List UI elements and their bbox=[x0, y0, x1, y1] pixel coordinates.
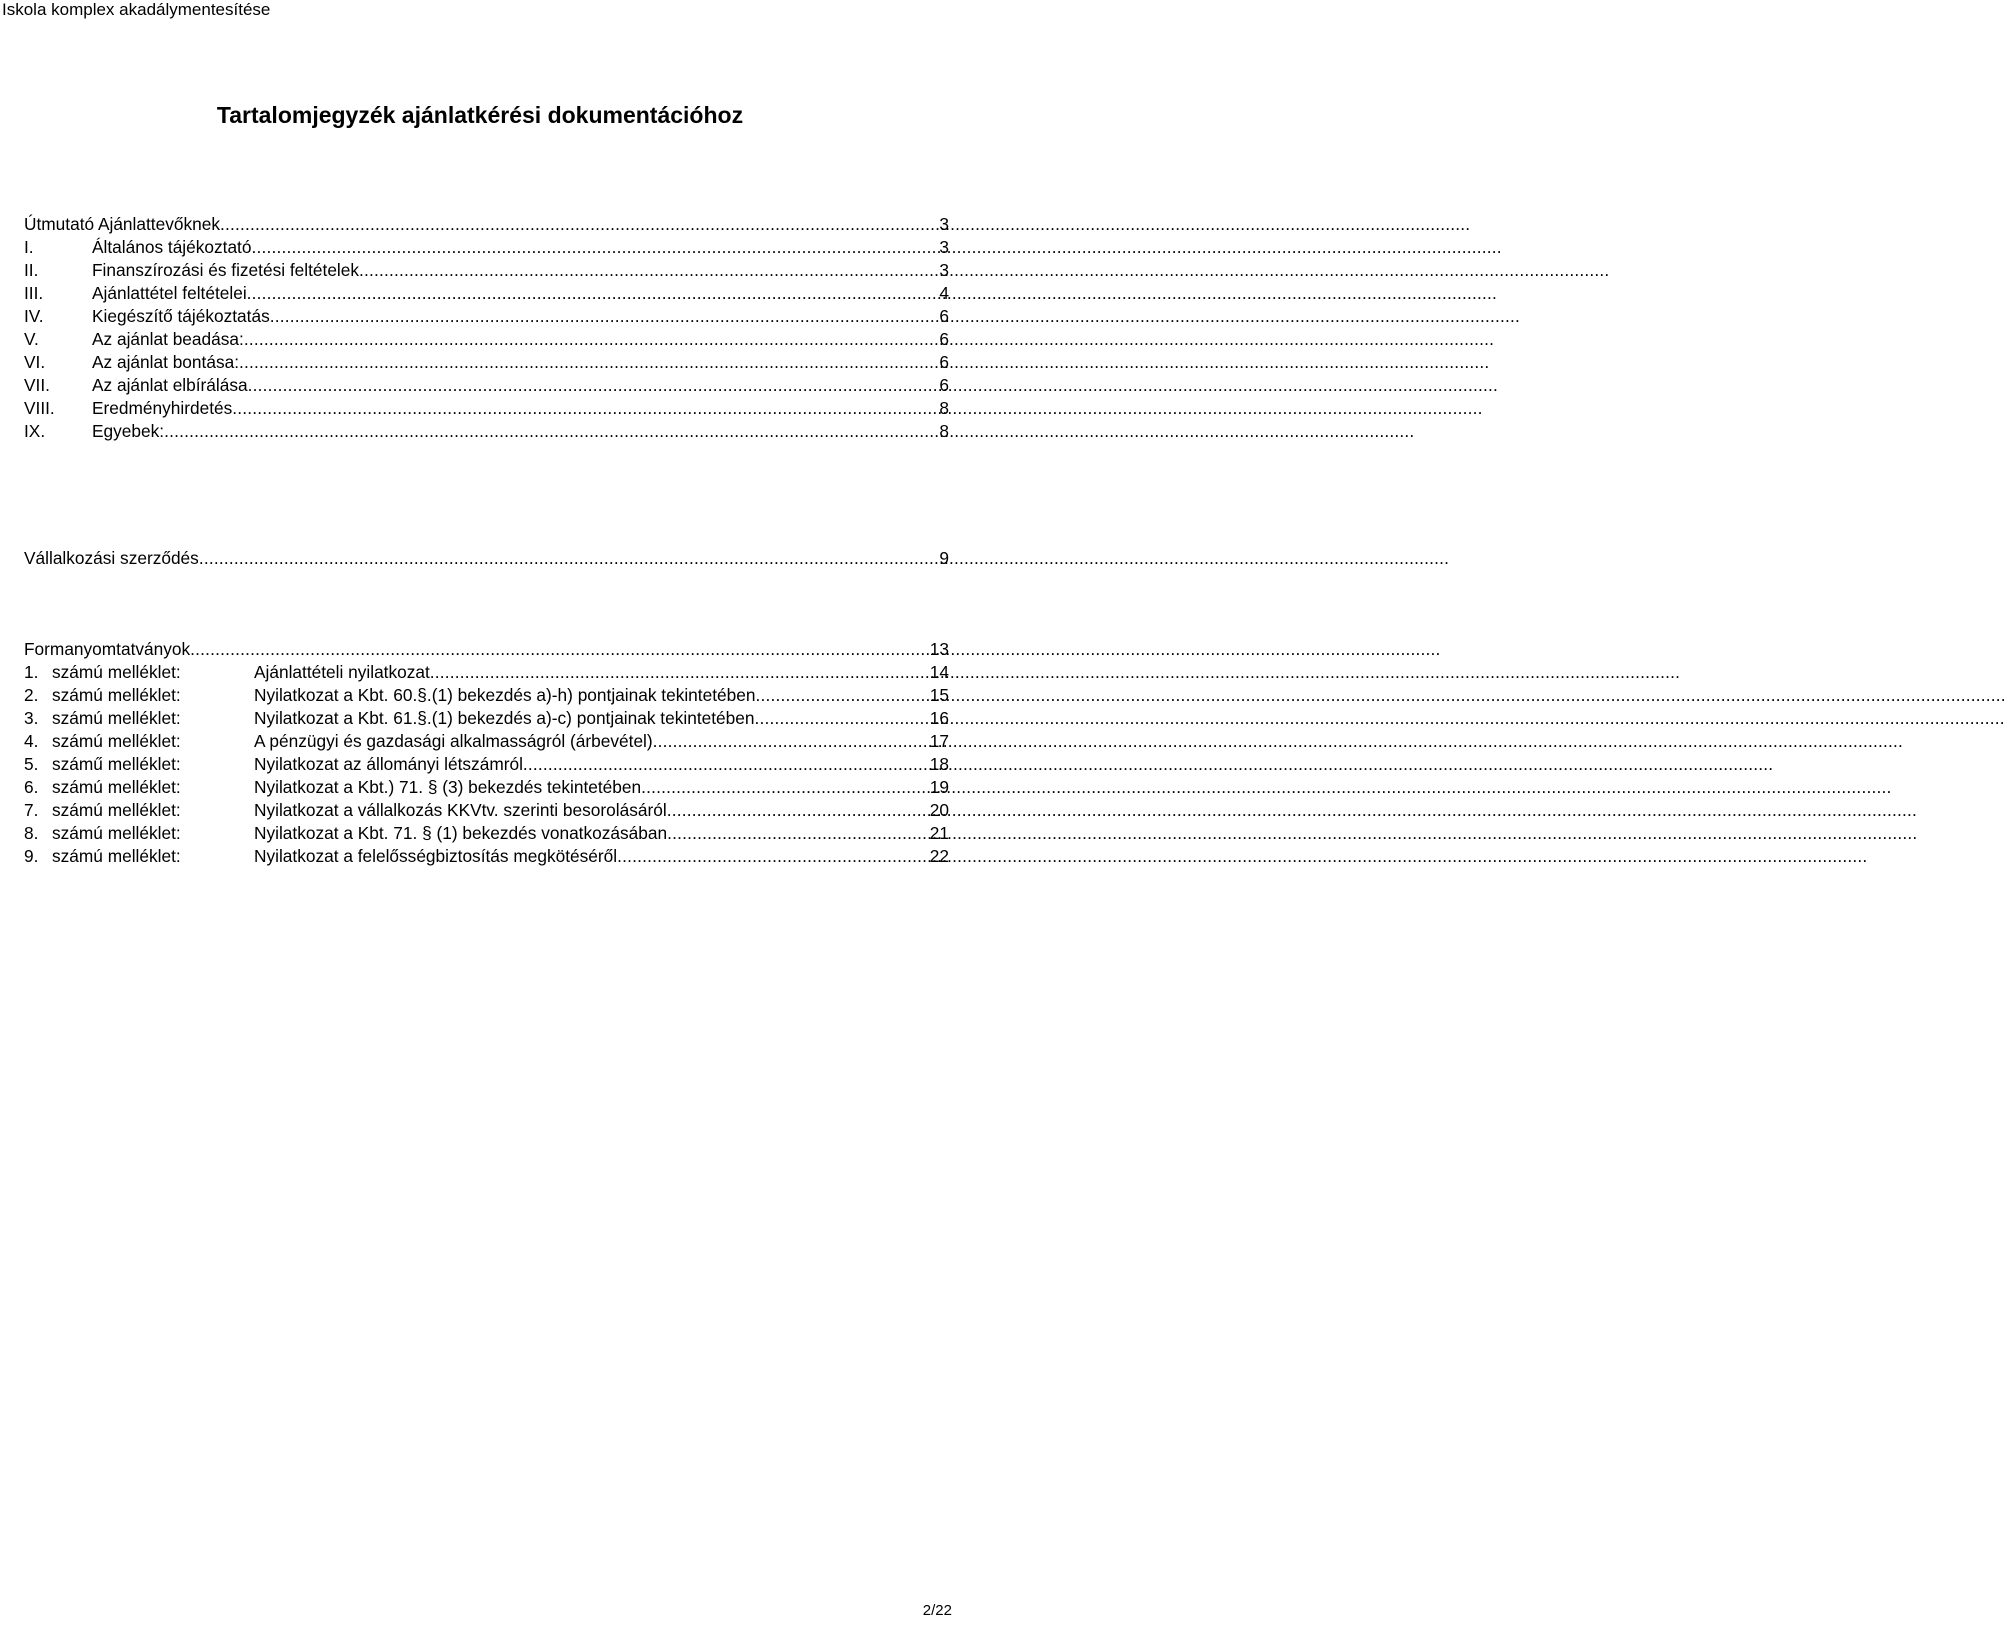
toc-section-number: VII. bbox=[24, 375, 50, 395]
running-header: Iskola komplex akadálymentesítése bbox=[2, 0, 271, 19]
toc-entry-label: Útmutató Ajánlattevőknek bbox=[24, 214, 220, 234]
toc-entry-label: Egyebek: bbox=[92, 421, 165, 441]
toc-page-number: 20 bbox=[929, 800, 949, 820]
toc-entry-annex-5[interactable] bbox=[24, 753, 949, 775]
toc-leader-dots bbox=[220, 213, 938, 235]
toc-annex-label: számú melléklet: bbox=[52, 800, 181, 820]
toc-entry-label: Az ajánlat beadása: bbox=[92, 329, 244, 349]
toc-entry-contract[interactable] bbox=[24, 547, 949, 569]
table-of-contents bbox=[24, 0, 949, 1631]
toc-entry-label: Nyilatkozat a felelősségbiztosítás megkötéséről bbox=[254, 846, 618, 866]
toc-annex-label: számú melléklet: bbox=[52, 685, 181, 705]
toc-entry-annex-4[interactable] bbox=[24, 730, 949, 752]
toc-entry-label: Általános tájékoztató bbox=[92, 237, 252, 257]
toc-entry-section-3[interactable] bbox=[24, 282, 949, 304]
toc-leader-dots bbox=[641, 776, 929, 798]
toc-leader-dots bbox=[755, 684, 928, 706]
toc-entry-section-9[interactable] bbox=[24, 420, 949, 442]
toc-entry-label: Finanszírozási és fizetési feltételek bbox=[92, 260, 360, 280]
toc-annex-label: számú melléklet: bbox=[52, 777, 181, 797]
toc-section-number: IV. bbox=[24, 306, 44, 326]
toc-page-number: 14 bbox=[929, 662, 949, 682]
toc-entry-section-7[interactable] bbox=[24, 374, 949, 396]
toc-entry-label: Formanyomtatványok bbox=[24, 639, 191, 659]
toc-leader-dots bbox=[251, 236, 938, 258]
toc-entry-label: A pénzügyi és gazdasági alkalmasságról (árbevétel) bbox=[254, 731, 653, 751]
toc-annex-number: 2. bbox=[24, 685, 39, 705]
toc-entry-label: Nyilatkozat a vállalkozás KKVtv. szerinti besorolásáról bbox=[254, 800, 667, 820]
toc-entry-section-1[interactable] bbox=[24, 236, 949, 258]
toc-entry-label: Ajánlattétel feltételei bbox=[92, 283, 247, 303]
toc-leader-dots bbox=[270, 305, 939, 327]
toc-section-number: VI. bbox=[24, 352, 46, 372]
toc-entry-label: Ajánlattételi nyilatkozat bbox=[254, 662, 430, 682]
toc-leader-dots bbox=[617, 845, 929, 867]
toc-entry-guide[interactable] bbox=[24, 213, 949, 235]
toc-page-number: 8 bbox=[939, 421, 949, 441]
toc-annex-label: számú melléklet: bbox=[52, 846, 181, 866]
toc-section-number: V. bbox=[24, 329, 39, 349]
toc-page-number: 6 bbox=[939, 375, 949, 395]
toc-annex-number: 9. bbox=[24, 846, 39, 866]
toc-annex-number: 4. bbox=[24, 731, 39, 751]
toc-entry-label: Nyilatkozat a Kbt. 61.§.(1) bekezdés a)-c) pontjainak tekintetében bbox=[254, 708, 755, 728]
toc-page-number: 3 bbox=[939, 214, 949, 234]
toc-section-number: III. bbox=[24, 283, 44, 303]
toc-section-number: IX. bbox=[24, 421, 46, 441]
toc-entry-section-2[interactable] bbox=[24, 259, 949, 281]
toc-annex-number: 7. bbox=[24, 800, 39, 820]
toc-entry-label: Nyilatkozat a Kbt.) 71. § (3) bekezdés tekintetében bbox=[254, 777, 642, 797]
toc-page-number: 21 bbox=[929, 823, 949, 843]
toc-page-number: 19 bbox=[929, 777, 949, 797]
toc-page-number: 15 bbox=[929, 685, 949, 705]
toc-leader-dots bbox=[754, 707, 928, 729]
toc-annex-label: számű melléklet: bbox=[52, 754, 181, 774]
toc-leader-dots bbox=[239, 351, 938, 373]
toc-annex-number: 6. bbox=[24, 777, 39, 797]
toc-entry-label: Vállalkozási szerződés bbox=[24, 548, 199, 568]
toc-annex-number: 1. bbox=[24, 662, 39, 682]
toc-leader-dots bbox=[244, 328, 939, 350]
toc-entry-label: Az ajánlat bontása: bbox=[92, 352, 239, 372]
toc-annex-number: 8. bbox=[24, 823, 39, 843]
toc-leader-dots bbox=[199, 547, 939, 569]
toc-leader-dots bbox=[667, 799, 929, 821]
toc-annex-label: számú melléklet: bbox=[52, 731, 181, 751]
toc-page-number: 6 bbox=[939, 306, 949, 326]
toc-annex-number: 3. bbox=[24, 708, 39, 728]
toc-page-number: 17 bbox=[929, 731, 949, 751]
toc-section-number: VIII. bbox=[24, 398, 55, 418]
toc-leader-dots bbox=[190, 638, 929, 660]
toc-leader-dots bbox=[523, 753, 929, 775]
toc-entry-label: Az ajánlat elbírálása bbox=[92, 375, 248, 395]
page-title: Tartalomjegyzék ajánlatkérési dokumentációhoz bbox=[216, 102, 744, 128]
toc-leader-dots bbox=[247, 282, 939, 304]
toc-leader-dots bbox=[164, 420, 938, 442]
toc-entry-label: Nyilatkozat az állományi létszámról bbox=[254, 754, 523, 774]
toc-leader-dots bbox=[667, 822, 929, 844]
toc-entry-section-6[interactable] bbox=[24, 351, 949, 373]
toc-entry-annex-3[interactable] bbox=[24, 707, 949, 729]
toc-page-number: 3 bbox=[939, 237, 949, 257]
toc-leader-dots bbox=[248, 374, 939, 396]
toc-entry-forms[interactable] bbox=[24, 638, 949, 660]
toc-leader-dots bbox=[653, 730, 929, 752]
toc-leader-dots bbox=[430, 661, 929, 683]
toc-page-number: 16 bbox=[929, 708, 949, 728]
toc-leader-dots bbox=[232, 397, 938, 419]
toc-page-number: 8 bbox=[939, 398, 949, 418]
page-indicator: 2/22 bbox=[922, 1602, 952, 1619]
toc-section-number: II. bbox=[24, 260, 39, 280]
toc-entry-section-5[interactable] bbox=[24, 328, 949, 350]
toc-entry-section-4[interactable] bbox=[24, 305, 949, 327]
toc-entry-label: Nyilatkozat a Kbt. 71. § (1) bekezdés vonatkozásában bbox=[254, 823, 668, 843]
toc-annex-label: számú melléklet: bbox=[52, 708, 181, 728]
toc-annex-label: számú melléklet: bbox=[52, 662, 181, 682]
toc-section-number: I. bbox=[24, 237, 34, 257]
toc-page-number: 6 bbox=[939, 329, 949, 349]
toc-page-number: 13 bbox=[929, 639, 949, 659]
toc-page-number: 18 bbox=[929, 754, 949, 774]
toc-entry-annex-1[interactable] bbox=[24, 661, 949, 683]
toc-page-number: 22 bbox=[929, 846, 949, 866]
toc-entry-annex-6[interactable] bbox=[24, 776, 949, 798]
toc-entry-label: Kiegészítő tájékoztatás bbox=[92, 306, 270, 326]
toc-entry-label: Nyilatkozat a Kbt. 60.§.(1) bekezdés a)-h) pontjainak tekintetében bbox=[254, 685, 756, 705]
toc-leader-dots bbox=[359, 259, 938, 281]
toc-page-number: 6 bbox=[939, 352, 949, 372]
toc-entry-annex-7[interactable] bbox=[24, 799, 949, 821]
toc-entry-annex-9[interactable] bbox=[24, 845, 949, 867]
toc-entry-label: Eredményhirdetés bbox=[92, 398, 233, 418]
toc-entry-annex-2[interactable] bbox=[24, 684, 949, 706]
toc-annex-number: 5. bbox=[24, 754, 39, 774]
toc-entry-annex-8[interactable] bbox=[24, 822, 949, 844]
toc-annex-label: számú melléklet: bbox=[52, 823, 181, 843]
toc-entry-section-8[interactable] bbox=[24, 397, 949, 419]
toc-page-number: 3 bbox=[939, 260, 949, 280]
toc-page-number: 4 bbox=[939, 283, 949, 303]
toc-page-number: 9 bbox=[939, 548, 949, 568]
